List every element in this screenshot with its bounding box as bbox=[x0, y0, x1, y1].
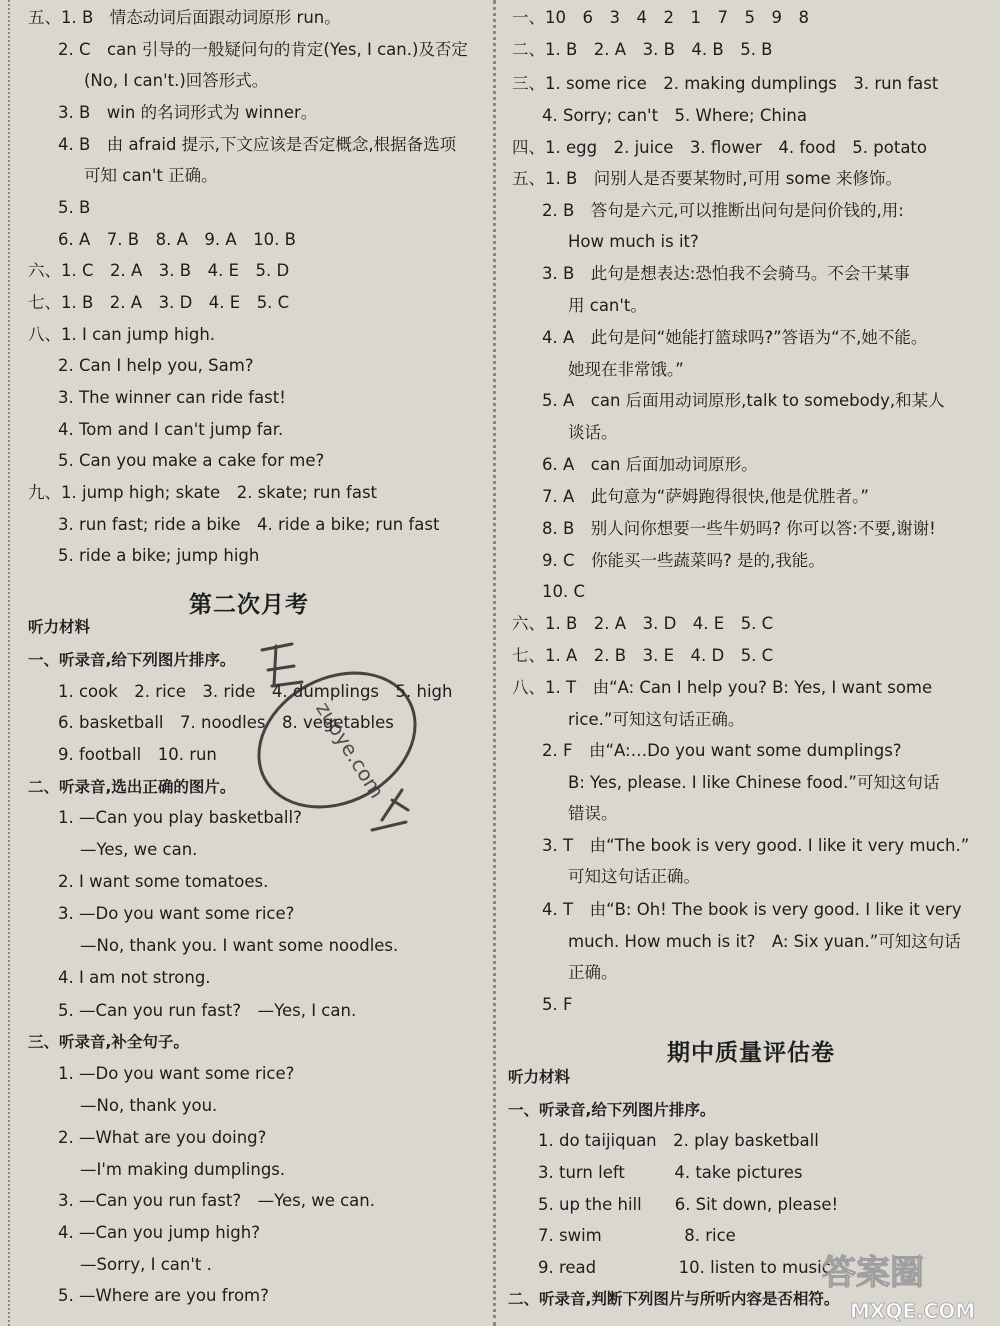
left-column-line-14: 4. Tom and I can't jump far. bbox=[58, 420, 284, 439]
left-column-line-30: 4. I am not strong. bbox=[58, 968, 211, 987]
right-column-line-17: 8. B 别人问你想要一些牛奶吗? 你可以答:不要,谢谢! bbox=[542, 519, 936, 538]
right-column-line-4: 4. Sorry; can't 5. Where; China bbox=[542, 106, 807, 125]
right-column bbox=[502, 0, 1000, 1326]
left-column-line-40: 5. —Where are you from? bbox=[58, 1286, 269, 1305]
right-column-line-5: 四、1. egg 2. juice 3. flower 4. food 5. potato bbox=[512, 138, 927, 157]
column-divider bbox=[493, 0, 496, 1326]
svg-text:zuoye.com: zuoye.com bbox=[311, 697, 390, 803]
left-column-line-37: 3. —Can you run fast? —Yes, we can. bbox=[58, 1191, 375, 1210]
right-column-line-11: 4. A 此句是问“她能打篮球吗?”答语为“不,她不能。 bbox=[542, 328, 928, 347]
svg-text:答案圈: 答案圈 bbox=[822, 1253, 924, 1293]
left-column-line-32: 三、听录音,补全句子。 bbox=[28, 1033, 189, 1051]
left-column-line-5: 4. B 由 afraid 提示,下文应该是否定概念,根据备选项 bbox=[58, 135, 457, 154]
left-column-line-33: 1. —Do you want some rice? bbox=[58, 1064, 295, 1083]
left-column-line-11: 八、1. I can jump high. bbox=[28, 325, 216, 344]
left-column-line-4: 3. B win 的名词形式为 winner。 bbox=[58, 103, 318, 122]
right-column-line-34: 一、听录音,给下列图片排序。 bbox=[508, 1101, 716, 1119]
left-column-line-29: —No, thank you. I want some noodles. bbox=[80, 936, 399, 955]
right-column-line-33: 听力材料 bbox=[508, 1068, 571, 1086]
left-column-line-25: 1. —Can you play basketball? bbox=[58, 808, 302, 827]
right-column-line-18: 9. C 你能买一些蔬菜吗? 是的,我能。 bbox=[542, 551, 825, 570]
right-column-line-13: 5. A can 后面用动词原形,talk to somebody,和某人 bbox=[542, 391, 945, 410]
left-column-line-7: 5. B bbox=[58, 198, 91, 217]
left-column-line-16: 九、1. jump high; skate 2. skate; run fast bbox=[28, 483, 378, 502]
right-column-line-19: 10. C bbox=[542, 582, 586, 601]
left-column-line-1: 五、1. B 情态动词后面跟动词原形 run。 bbox=[28, 8, 341, 27]
left-column-line-12: 2. Can I help you, Sam? bbox=[58, 356, 254, 375]
right-column-line-8: How much is it? bbox=[568, 232, 699, 251]
right-column-line-38: 7. swim 8. rice bbox=[538, 1226, 736, 1245]
right-column-line-29: 4. T 由“B: Oh! The book is very good. I like it very bbox=[542, 900, 962, 919]
right-column-line-26: 错误。 bbox=[568, 804, 618, 823]
left-column-line-9: 六、1. C 2. A 3. B 4. E 5. D bbox=[28, 261, 290, 280]
right-column-line-39: 9. read 10. listen to music bbox=[538, 1258, 831, 1277]
left-column-line-15: 5. Can you make a cake for me? bbox=[58, 451, 325, 470]
right-column-line-24: 2. F 由“A:…Do you want some dumplings? bbox=[542, 741, 902, 760]
right-column-line-31: 正确。 bbox=[568, 963, 618, 982]
left-column-line-2: 2. C can 引导的一般疑问句的肯定(Yes, I can.)及否定 bbox=[58, 40, 468, 59]
right-column-line-10: 用 can't。 bbox=[568, 296, 647, 315]
right-column-line-16: 7. A 此句意为“萨姆跑得很快,他是优胜者。” bbox=[542, 487, 869, 506]
left-column-line-8: 6. A 7. B 8. A 9. A 10. B bbox=[58, 230, 296, 249]
left-column-line-3: (No, I can't.)回答形式。 bbox=[84, 71, 269, 90]
right-column-line-32: 5. F bbox=[542, 995, 573, 1014]
right-column-line-40: 二、听录音,判断下列图片与所听内容是否相符。 bbox=[508, 1290, 840, 1308]
right-column-line-25: B: Yes, please. I like Chinese food.”可知这句话 bbox=[568, 773, 940, 792]
left-column-line-27: 2. I want some tomatoes. bbox=[58, 872, 269, 891]
section-heading-second-monthly-exam: 第二次月考 bbox=[189, 592, 309, 618]
left-column-line-36: —I'm making dumplings. bbox=[80, 1160, 286, 1179]
left-column-line-39: —Sorry, I can't . bbox=[80, 1255, 212, 1274]
left-column-line-28: 3. —Do you want some rice? bbox=[58, 904, 295, 923]
right-column-line-12: 她现在非常饿。” bbox=[568, 360, 684, 379]
left-column-line-35: 2. —What are you doing? bbox=[58, 1128, 267, 1147]
right-column-line-3: 三、1. some rice 2. making dumplings 3. run fast bbox=[512, 74, 939, 93]
left-column-line-24: 二、听录音,选出正确的图片。 bbox=[28, 778, 236, 796]
left-column-line-26: —Yes, we can. bbox=[80, 840, 198, 859]
left-column-line-23: 9. football 10. run bbox=[58, 745, 217, 764]
right-column-line-23: rice.”可知这句话正确。 bbox=[568, 710, 745, 729]
right-column-line-37: 5. up the hill 6. Sit down, please! bbox=[538, 1195, 839, 1214]
left-column-line-31: 5. —Can you run fast? —Yes, I can. bbox=[58, 1001, 357, 1020]
right-column-line-1: 一、10 6 3 4 2 1 7 5 9 8 bbox=[512, 8, 809, 27]
left-column-line-21: 1. cook 2. rice 3. ride 4. dumplings 5. high bbox=[58, 682, 453, 701]
left-column-line-13: 3. The winner can ride fast! bbox=[58, 388, 286, 407]
left-column-line-6: 可知 can't 正确。 bbox=[84, 166, 218, 185]
right-column-line-28: 可知这句话正确。 bbox=[568, 867, 700, 886]
right-column-line-30: much. How much is it? A: Six yuan.”可知这句话 bbox=[568, 932, 961, 951]
right-column-line-22: 八、1. T 由“A: Can I help you? B: Yes, I want some bbox=[512, 678, 933, 697]
section-heading-midterm-exam: 期中质量评估卷 bbox=[667, 1040, 835, 1066]
right-column-line-2: 二、1. B 2. A 3. B 4. B 5. B bbox=[512, 40, 773, 59]
left-column-line-38: 4. —Can you jump high? bbox=[58, 1223, 260, 1242]
right-column-line-9: 3. B 此句是想表达:恐怕我不会骑马。不会干某事 bbox=[542, 264, 910, 283]
left-column-line-19: 听力材料 bbox=[28, 618, 91, 636]
left-column-line-10: 七、1. B 2. A 3. D 4. E 5. C bbox=[28, 293, 290, 312]
right-column-line-15: 6. A can 后面加动词原形。 bbox=[542, 455, 758, 474]
right-column-line-6: 五、1. B 问别人是否要某物时,可用 some 来修饰。 bbox=[512, 169, 902, 188]
left-column-line-18: 5. ride a bike; jump high bbox=[58, 546, 260, 565]
right-column-line-20: 六、1. B 2. A 3. D 4. E 5. C bbox=[512, 614, 774, 633]
right-column-line-14: 谈话。 bbox=[568, 423, 618, 442]
right-column-line-27: 3. T 由“The book is very good. I like it very much.” bbox=[542, 836, 970, 855]
svg-text:MXQE.COM: MXQE.COM bbox=[850, 1299, 976, 1323]
left-column-line-17: 3. run fast; ride a bike 4. ride a bike; run fast bbox=[58, 515, 440, 534]
right-column-line-36: 3. turn left 4. take pictures bbox=[538, 1163, 803, 1182]
left-column bbox=[0, 0, 498, 1326]
right-column-line-35: 1. do taijiquan 2. play basketball bbox=[538, 1131, 819, 1150]
left-column-line-20: 一、听录音,给下列图片排序。 bbox=[28, 651, 236, 669]
right-column-line-21: 七、1. A 2. B 3. E 4. D 5. C bbox=[512, 646, 774, 665]
left-column-line-22: 6. basketball 7. noodles 8. vegetables bbox=[58, 713, 394, 732]
right-column-line-7: 2. B 答句是六元,可以推断出问句是问价钱的,用: bbox=[542, 201, 904, 220]
left-column-line-34: —No, thank you. bbox=[80, 1096, 218, 1115]
